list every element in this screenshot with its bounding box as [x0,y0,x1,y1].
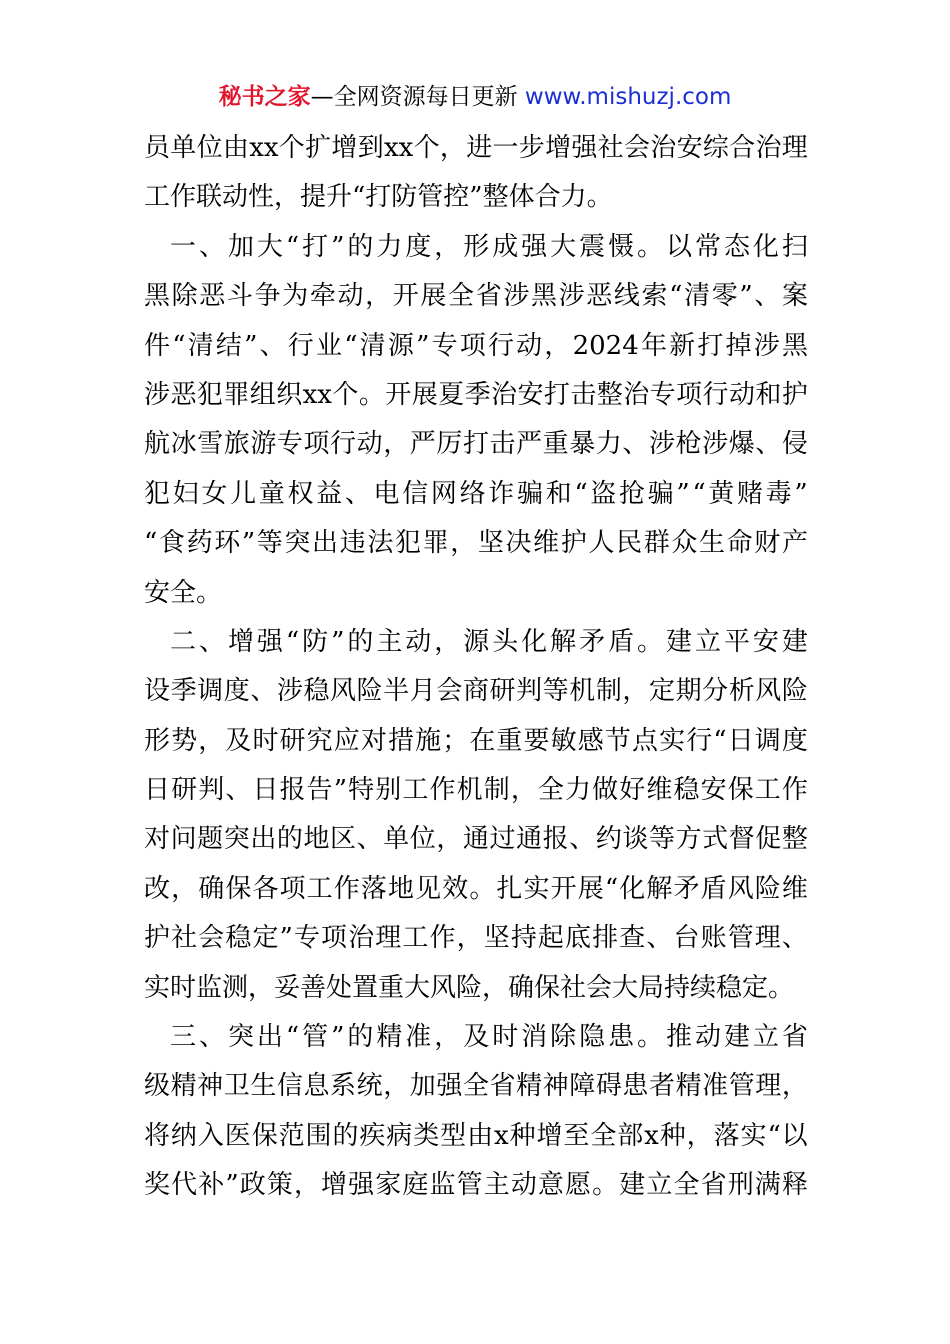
text-line: 改 ， 确 保 各 项 工 作 落 地 见 效 。 扎 实 开 展 “ 化 解 矛 盾 风 险 维 [144,873,808,904]
text-line: 黑 除 恶 斗 争 为 牵 动 ， 开 展 全 省 涉 黑 涉 恶 线 索 “ 清 零 ” 、 案 [144,281,808,312]
text-line: 犯 妇 女 儿 童 权 益 、 电 信 网 络 诈 骗 和 “ 盗 抢 骗 ” “ 黄 赌 毒 ” [144,478,808,509]
text-line: 奖 代 补 ” 政 策 ， 增 强 家 庭 监 管 主 动 意 愿 。 建 立 全 省 刑 满 释 [144,1170,808,1201]
brand-slogan: —全网资源每日更新 [310,84,525,110]
text-line: 员 单 位 由 xx 个 扩 增 到 xx 个 ， 进 一 步 增 强 社 会 治 安 综 合 治 理 [144,133,808,163]
text-line: 三 、 突 出 “ 管 ” 的 精 准 ， 及 时 消 除 隐 患 。 推 动 建 立 省 [144,1022,808,1053]
text-line: 一 、 加 大 “ 打 ” 的 力 度 ， 形 成 强 大 震 慑 。 以 常 态 化 扫 [144,231,808,262]
text-line: 将 纳 入 医 保 范 围 的 疾 病 类 型 由 x 种 增 至 全 部 x 种 ， 落 实 “ 以 [144,1120,808,1151]
brand-name: 秘书之家 [218,84,311,110]
watermark-header [0,80,950,114]
text-line: 实时监测，妥善处置重大风险，确保社会大局持续稳定。 [144,972,795,1003]
text-line: 护 社 会 稳 定 ” 专 项 治 理 工 作 ， 坚 持 起 底 排 查 、 台 账 管 理 、 [144,923,808,954]
text-line: 形 势 ， 及 时 研 究 应 对 措 施 ； 在 重 要 敏 感 节 点 实 行 “ 日 调 度 [144,725,808,756]
text-line: 日 研 判 、 日 报 告 ” 特 别 工 作 机 制 ， 全 力 做 好 维 稳 安 保 工 作 [144,775,808,806]
text-line: 级 精 神 卫 生 信 息 系 统 ， 加 强 全 省 精 神 障 碍 患 者 精 准 管 理 ， [144,1071,808,1102]
text-line: 对 问 题 突 出 的 地 区 、 单 位 ， 通 过 通 报 、 约 谈 等 方 式 督 促 整 [144,824,808,855]
text-line: 工作联动性，提升“打防管控”整体合力。 [144,182,613,213]
brand-url[interactable]: www.mishuzj.com [524,84,732,110]
text-line: 安全。 [144,577,223,608]
text-line: 设 季 调 度 、 涉 稳 风 险 半 月 会 商 研 判 等 机 制 ， 定 期 分 析 风 险 [144,676,808,707]
text-line: 涉 恶 犯 罪 组 织 xx 个 。 开 展 夏 季 治 安 打 击 整 治 专 项 行 动 和 护 [144,379,808,410]
text-line: 航 冰 雪 旅 游 专 项 行 动 ， 严 厉 打 击 严 重 暴 力 、 涉 枪 涉 爆 、 侵 [144,429,808,460]
text-line: 件 “ 清 结 ” 、 行 业 “ 清 源 ” 专 项 行 动 ， 2024 年 新 打 掉 涉 黑 [144,330,808,361]
text-line: 二 、 增 强 “ 防 ” 的 主 动 ， 源 头 化 解 矛 盾 。 建 立 平 安 建 [144,626,808,657]
document-body [144,124,808,1211]
text-line: “ 食 药 环 ” 等 突 出 违 法 犯 罪 ， 坚 决 维 护 人 民 群 众 生 命 财 产 [144,528,808,559]
